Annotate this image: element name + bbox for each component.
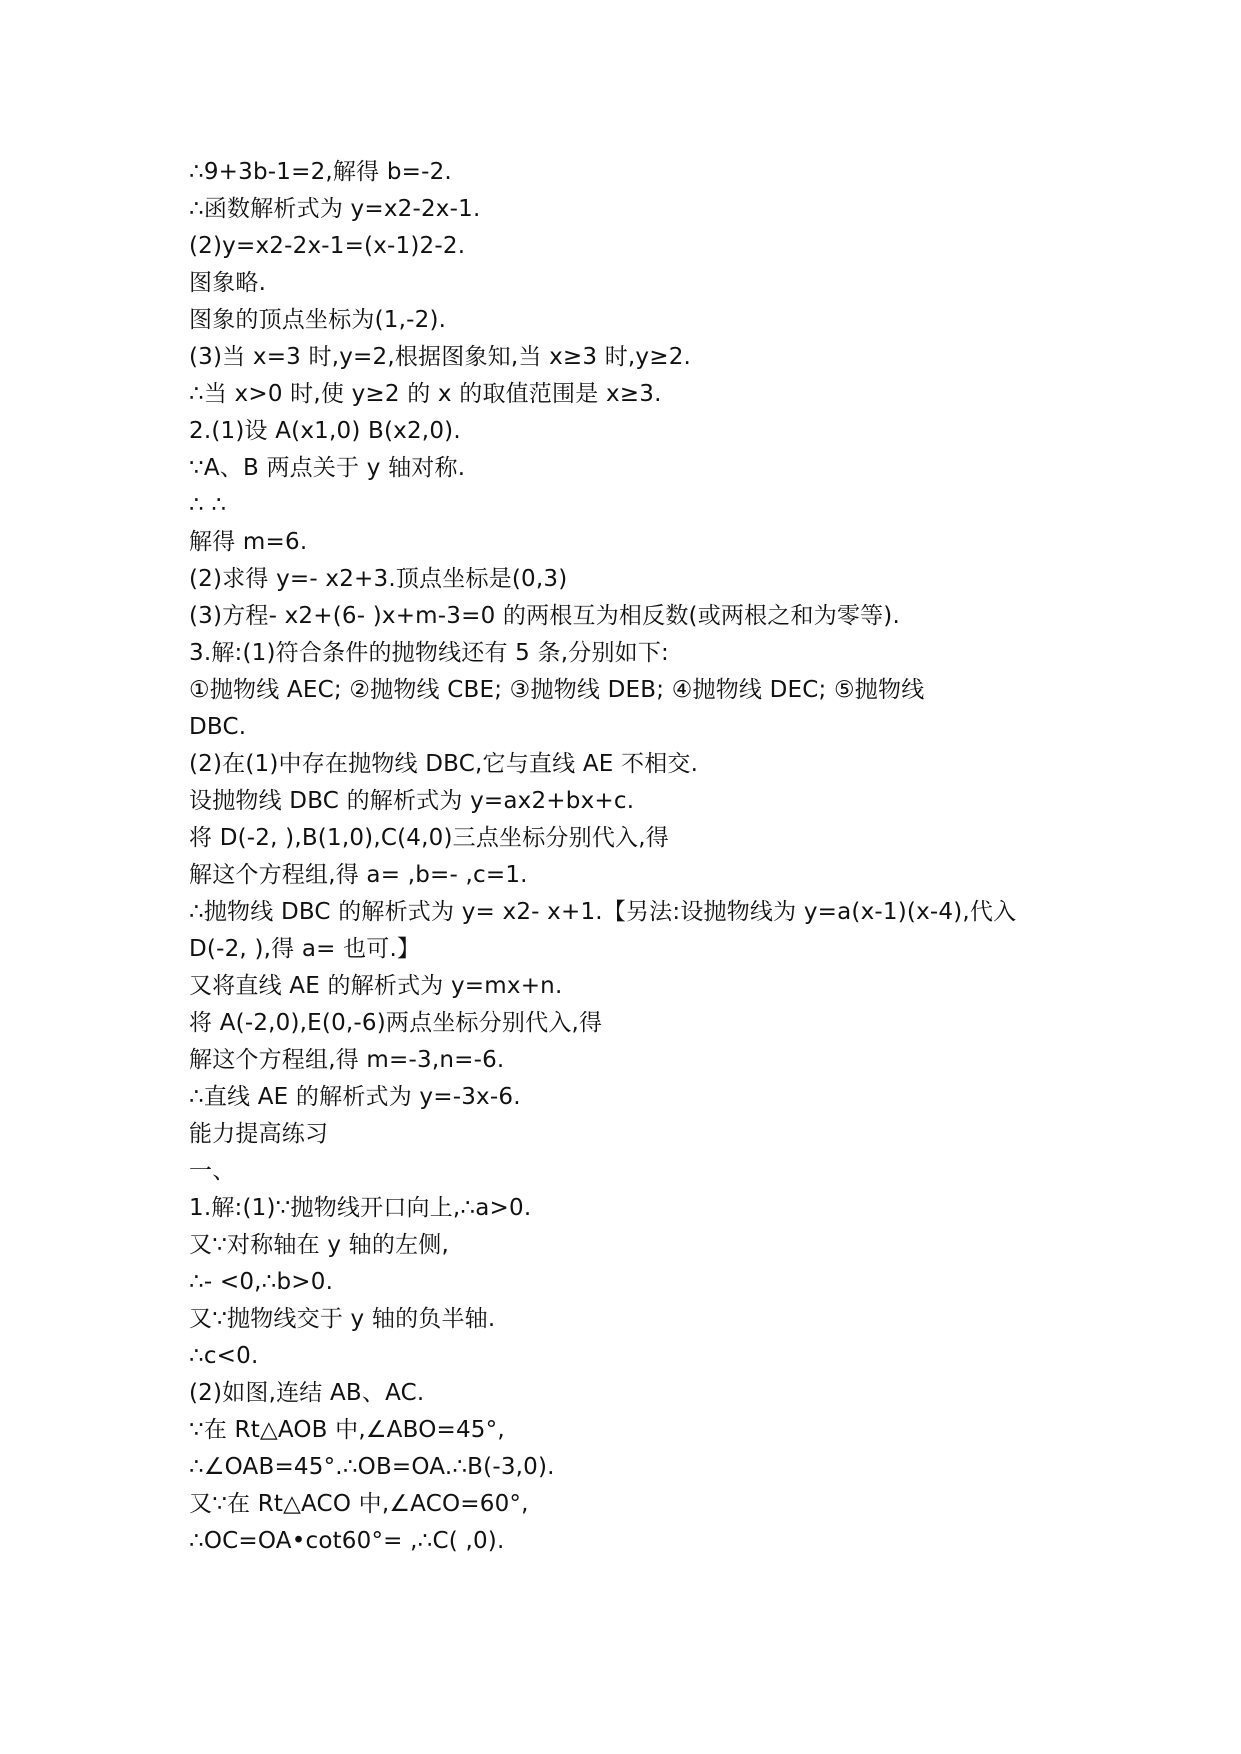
section-heading: 能力提高练习 (189, 1121, 329, 1147)
text-line: ①抛物线 AEC; ②抛物线 CBE; ③抛物线 DEB; ④抛物线 DEC; ⑤抛物线 (189, 677, 925, 703)
text-line: ∴ ∴ (189, 492, 227, 518)
text-line: 设抛物线 DBC 的解析式为 y=ax2+bx+c. (189, 788, 635, 814)
text-line: 解这个方程组,得 m=-3,n=-6. (189, 1047, 505, 1073)
text-line: ∵在 Rt△AOB 中,∠ABO=45°, (189, 1417, 505, 1443)
text-line: ∴OC=OA•cot60°= ,∴C( ,0). (189, 1528, 505, 1554)
text-line: DBC. (189, 714, 247, 740)
text-line: ∴当 x>0 时,使 y≥2 的 x 的取值范围是 x≥3. (189, 381, 662, 407)
text-line: (2)求得 y=- x2+3.顶点坐标是(0,3) (189, 566, 568, 592)
text-line: 将 D(-2, ),B(1,0),C(4,0)三点坐标分别代入,得 (189, 825, 669, 851)
text-line: 又∵抛物线交于 y 轴的负半轴. (189, 1306, 496, 1332)
text-line: D(-2, ),得 a= 也可.】 (189, 936, 421, 962)
text-line: 将 A(-2,0),E(0,-6)两点坐标分别代入,得 (189, 1010, 603, 1036)
text-line: 又∵在 Rt△ACO 中,∠ACO=60°, (189, 1491, 529, 1517)
text-line: (3)方程- x2+(6- )x+m-3=0 的两根互为相反数(或两根之和为零等). (189, 603, 900, 629)
text-line: ∵A、B 两点关于 y 轴对称. (189, 455, 466, 481)
text-line: ∴c<0. (189, 1343, 259, 1369)
text-line: (2)在(1)中存在抛物线 DBC,它与直线 AE 不相交. (189, 751, 699, 777)
text-line: (2)y=x2-2x-1=(x-1)2-2. (189, 233, 466, 259)
text-line: 图象的顶点坐标为(1,-2). (189, 307, 447, 333)
text-line: ∴9+3b-1=2,解得 b=-2. (189, 159, 452, 185)
text-line: ∴∠OAB=45°.∴OB=OA.∴B(-3,0). (189, 1454, 555, 1480)
text-line: 2.(1)设 A(x1,0) B(x2,0). (189, 418, 461, 444)
text-line: ∴函数解析式为 y=x2-2x-1. (189, 196, 481, 222)
text-line: 1.解:(1)∵抛物线开口向上,∴a>0. (189, 1195, 532, 1221)
text-line: 解这个方程组,得 a= ,b=- ,c=1. (189, 862, 528, 888)
text-line: ∴直线 AE 的解析式为 y=-3x-6. (189, 1084, 521, 1110)
text-line: 3.解:(1)符合条件的抛物线还有 5 条,分别如下: (189, 640, 669, 666)
text-line: (2)如图,连结 AB、AC. (189, 1380, 425, 1406)
text-line: 解得 m=6. (189, 529, 308, 555)
text-line: (3)当 x=3 时,y=2,根据图象知,当 x≥3 时,y≥2. (189, 344, 692, 370)
text-line: 又∵对称轴在 y 轴的左侧, (189, 1232, 449, 1258)
text-line: 又将直线 AE 的解析式为 y=mx+n. (189, 973, 563, 999)
text-line: ∴抛物线 DBC 的解析式为 y= x2- x+1.【另法:设抛物线为 y=a(x-1)(x-4),代入 (189, 899, 1017, 925)
text-line: 图象略. (189, 270, 267, 296)
text-line: ∴- <0,∴b>0. (189, 1269, 334, 1295)
section-number: 一、 (189, 1158, 236, 1184)
